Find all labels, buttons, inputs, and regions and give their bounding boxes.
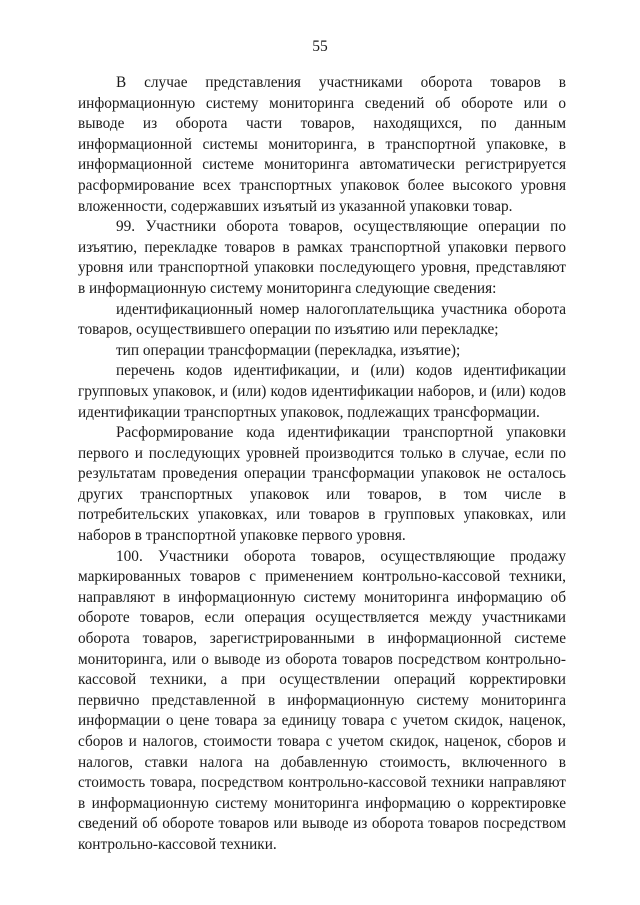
document-body (78, 73, 566, 856)
paragraph-100: 100. Участники оборота товаров, осуществляющие продажу маркированных товаров с применением контрольно-кассовой техники, направляют в информационную систему мониторинга информацию об обороте товаров, если операция осуществляется между участниками оборота товаров, зарегистрированными в информационной системе мониторинга, или о выводе из оборота товаров посредством контрольно-кассовой техники, а при осуществлении операций корректировки первично представленной в информационную систему мониторинга информации о цене товара за единицу товара с учетом скидок, наценок, сборов и налогов, стоимости товара с учетом скидок, наценок, сборов и налогов, ставки налога на добавленную стоимость, включенного в стоимость товара, посредством контрольно-кассовой техники направляют в информационную систему мониторинга информацию о корректировке сведений об обороте товаров или выводе из оборота товаров посредством контрольно-кассовой техники. (78, 547, 566, 853)
paragraph-99-intro: 99. Участники оборота товаров, осуществляющие операции по изъятию, перекладке товаров в рамках транспортной упаковки первого уровня или транспортной упаковки последующего уровня, представляют в информационную систему мониторинга следующие сведения: (78, 218, 566, 297)
paragraph-99-operation-type: тип операции трансформации (перекладка, изъятие); (116, 341, 461, 359)
paragraph-unpacking-condition: Расформирование кода идентификации транспортной упаковки первого и последующих уровней производится только в случае, если по результатам проведения операции трансформации упаковок не осталось других транспортных упаковок или товаров, в том числе в потребительских упаковках, или товаров в групповых упаковках, или наборов в транспортной упаковке первого уровня. (78, 424, 566, 545)
page-number: 55 (312, 38, 328, 55)
paragraph-99-inn: идентификационный номер налогоплательщика участника оборота товаров, осуществившего операции по изъятию или перекладке; (78, 300, 566, 339)
paragraph-99-code-list: перечень кодов идентификации, и (или) кодов идентификации групповых упаковок, и (или) кодов идентификации наборов, и (или) кодов идентификации транспортных упаковок, подлежащих трансформации. (78, 362, 566, 421)
paragraph-unpacking-rule: В случае представления участниками оборота товаров в информационную систему мониторинга сведений об обороте или о выводе из оборота части товаров, находящихся, по данным информационной системы мониторинга, в транспортной упаковке, в информационной системе мониторинга автоматически регистрируется расформирование всех транспортных упаковок более высокого уровня вложенности, содержавших изъятый из указанной упаковки товар. (78, 74, 566, 215)
